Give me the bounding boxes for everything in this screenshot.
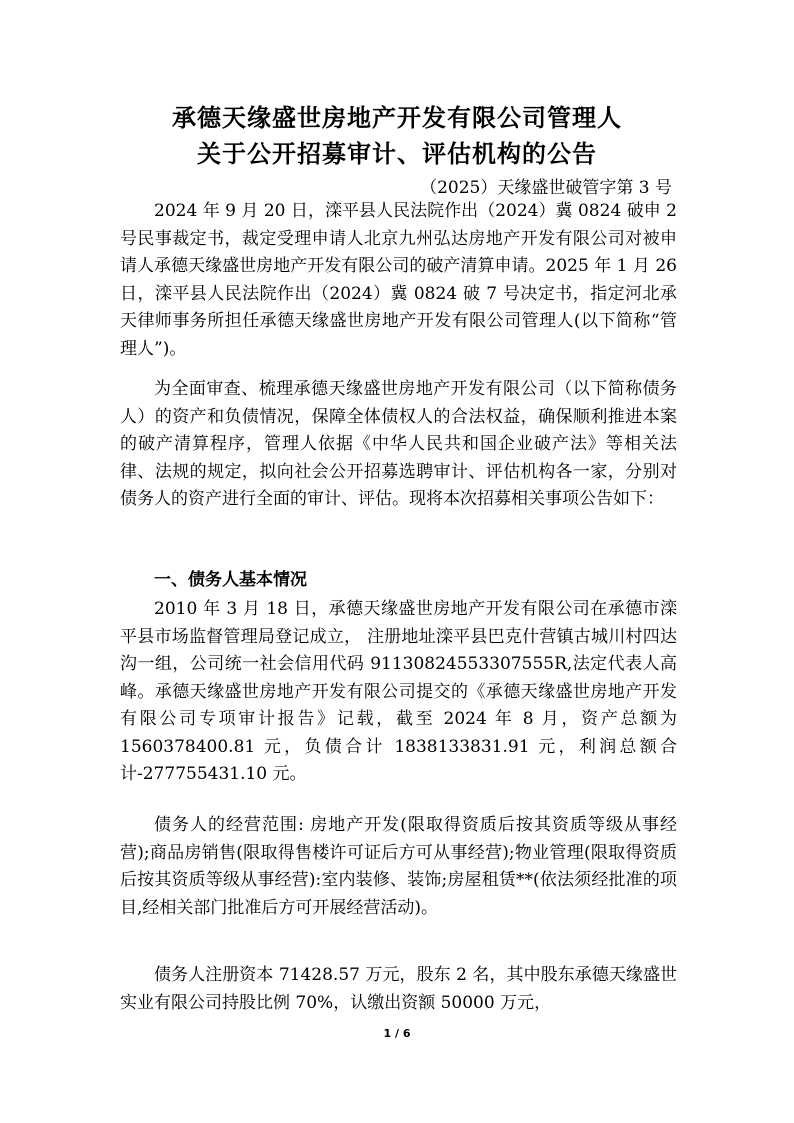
document-title-line-1: 承德天缘盛世房地产开发有限公司管理人: [172, 104, 622, 132]
document-title-line-2: 关于公开招募审计、评估机构的公告: [197, 140, 597, 168]
paragraph-purpose: 为全面审查、梳理承德天缘盛世房地产开发有限公司（以下简称债务人）的资产和负债情况，保障全体债权人的合法权益，确保顺利推进本案的破产清算程序，管理人依据《中华人民共和国企业破产法》等相关法律、法规的规定，拟向社会公开招募选聘审计、评估机构各一家，分别对债务人的资产进行全面的审计、评估。现将本次招募相关事项公告如下：: [120, 379, 677, 509]
document-number: （2025）天缘盛世破管字第 3 号: [420, 178, 672, 198]
paragraph-business-scope: 债务人的经营范围: 房地产开发(限取得资质后按其资质等级从事经营);商品房销售(限取得售楼许可证后方可从事经营);物业管理(限取得资质后按其资质等级从事经营):室内装修、装饰;房屋租赁**(依法须经批准的项目,经相关部门批准后方可开展经营活动)。: [120, 815, 677, 918]
section-heading-debtor-info: 一、债务人基本情况: [154, 570, 307, 590]
paragraph-registered-capital: 债务人注册资本 71428.57 万元，股东 2 名，其中股东承德天缘盛世实业有限公司持股比例 70%，认缴出资额 50000 万元，: [120, 965, 677, 1013]
paragraph-debtor-registration: 2010 年 3 月 18 日，承德天缘盛世房地产开发有限公司在承德市滦平县市场监督管理局登记成立， 注册地址滦平县巴克什营镇古城川村四达沟一组，公司统一社会信用代码 91130824553307555R,法定代表人高峰。承德天缘盛世房地产开发有限公司提交的《承德天缘盛世房地产开发有限公司专项审计报告》记载，截至 2024 年 8 月，资产总额为 1560378400.81 元，负债合计 1838133831.91 元，利润总额合计-277755431.10 元。: [120, 599, 677, 784]
paragraph-court-ruling: 2024 年 9 月 20 日，滦平县人民法院作出（2024）冀 0824 破申 2 号民事裁定书，裁定受理申请人北京九州弘达房地产开发有限公司对被申请人承德天缘盛世房地产开发有限公司的破产清算申请。2025 年 1 月 26 日，滦平县人民法院作出（2024）冀 0824 破 7 号决定书，指定河北承天律师事务所担任承德天缘盛世房地产开发有限公司管理人(以下简称“管理人”)。: [120, 201, 677, 359]
page-indicator: 1 / 6: [383, 1027, 411, 1040]
